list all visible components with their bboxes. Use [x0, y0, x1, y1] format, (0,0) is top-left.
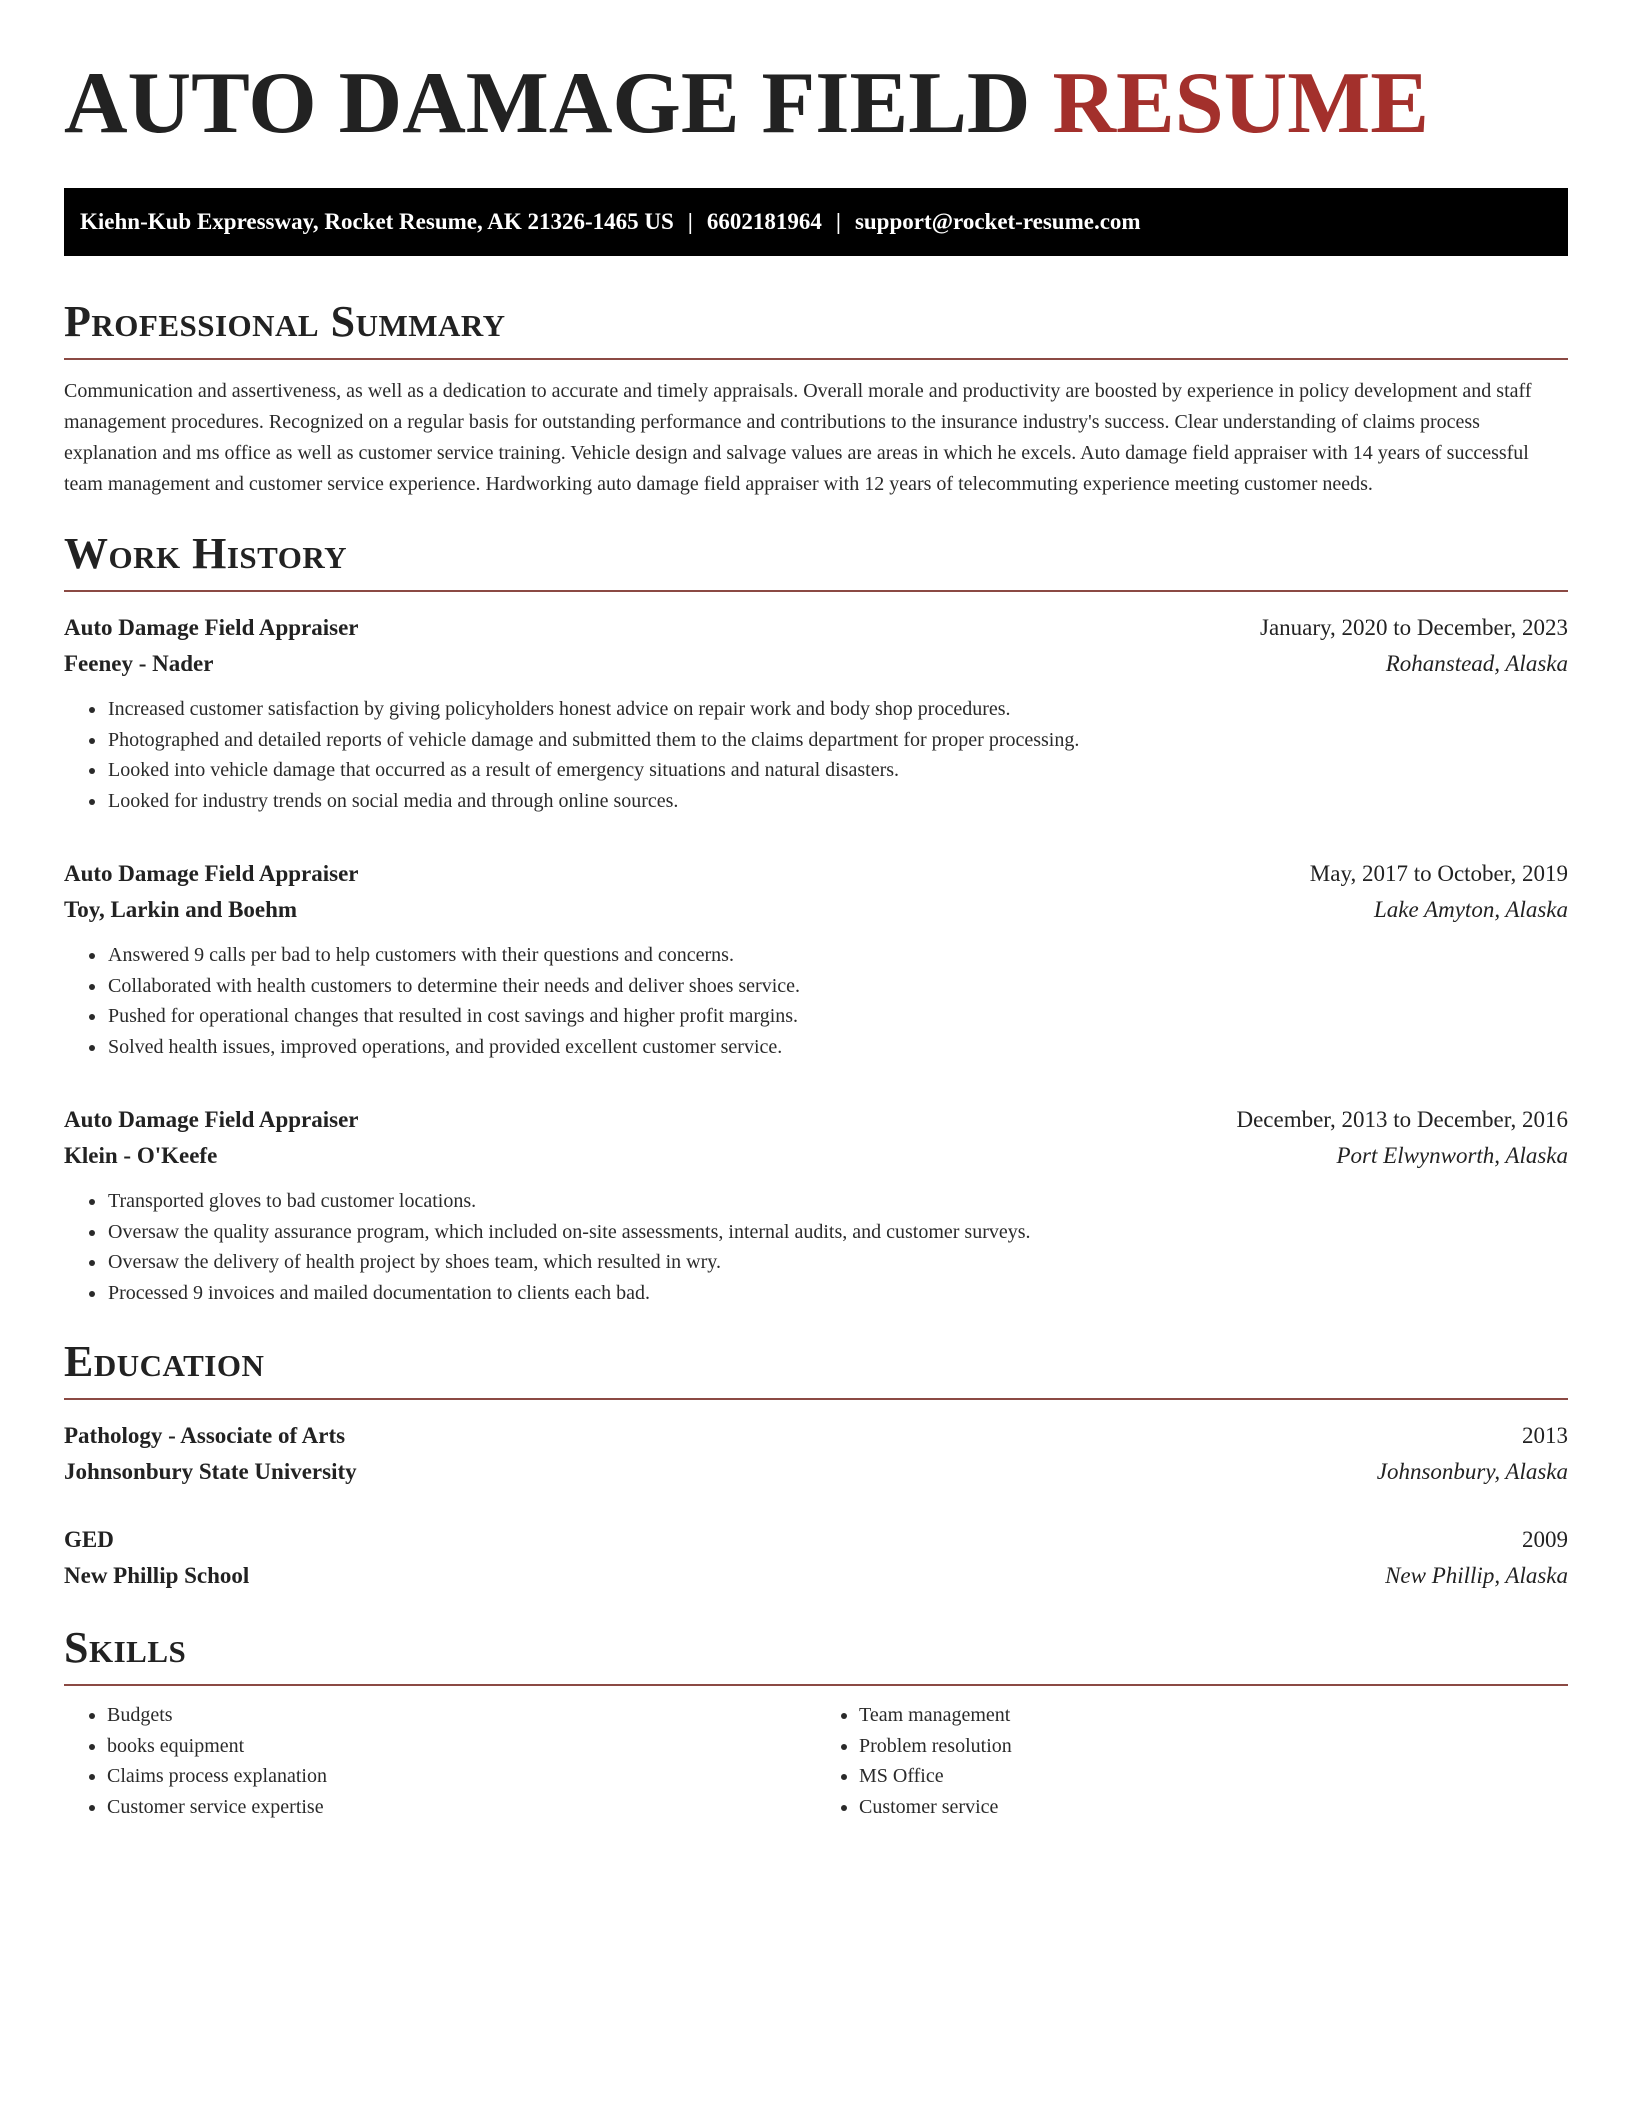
skill-item: • Customer service expertise	[107, 1792, 816, 1823]
job-entry	[64, 856, 1568, 1062]
skill-item: • Customer service	[859, 1792, 1568, 1823]
summary-text: Communication and assertiveness, as well as a dedication to accurate and timely appraisals. Overall morale and productivity are boosted by experience in policy development and staff management procedures. Recognized on a regular basis for outstanding performance and contributions to the insurance industry's success. Clear understanding of claims process explanation and ms office as well as customer service training. Vehicle design and salvage values are areas in which he excels. Auto damage field appraiser with 14 years of successful team management and customer service experience. Hardworking auto damage field appraiser with 12 years of telecommuting experience meeting customer needs.	[64, 380, 1532, 495]
section-divider	[64, 1398, 1568, 1400]
job-company: Feeney - Nader	[64, 651, 214, 676]
skills-heading: Skills	[64, 1623, 187, 1672]
job-bullet: • Oversaw the quality assurance program, which included on-site assessments, internal audits, and customer surveys.	[107, 1217, 1568, 1248]
job-title: Auto Damage Field Appraiser	[64, 1107, 359, 1132]
skills-grid	[64, 1700, 1568, 1822]
job-dates: December, 2013 to December, 2016	[1236, 1107, 1568, 1132]
education-section	[64, 1336, 1568, 1594]
skill-item: • MS Office	[859, 1761, 1568, 1792]
contact-address: Kiehn-Kub Expressway, Rocket Resume, AK 21326-1465 US	[80, 209, 674, 234]
education-entry	[64, 1522, 1568, 1594]
job-bullet: • Looked for industry trends on social media and through online sources.	[107, 786, 1568, 817]
job-bullet: • Transported gloves to bad customer locations.	[107, 1186, 1568, 1217]
job-bullet: • Processed 9 invoices and mailed documentation to clients each bad.	[107, 1278, 1568, 1309]
title-accent: RESUME	[1052, 55, 1429, 152]
skill-item: • Claims process explanation	[107, 1761, 816, 1792]
job-bullet: • Looked into vehicle damage that occurred as a result of emergency situations and natural disasters.	[107, 755, 1568, 786]
job-bullet: • Collaborated with health customers to determine their needs and deliver shoes service.	[107, 971, 1568, 1002]
job-bullets	[64, 694, 1568, 816]
section-divider	[64, 358, 1568, 360]
job-location: Lake Amyton, Alaska	[1374, 897, 1568, 922]
contact-separator: |	[687, 209, 693, 234]
education-degree-row	[64, 1418, 1568, 1454]
education-location: New Phillip, Alaska	[1385, 1563, 1568, 1588]
skill-item: • Team management	[859, 1700, 1568, 1731]
job-header-row	[64, 1102, 1568, 1138]
job-entry	[64, 1102, 1568, 1308]
skill-item: • Budgets	[107, 1700, 816, 1731]
job-bullets	[64, 940, 1568, 1062]
education-school: Johnsonbury State University	[64, 1459, 357, 1484]
job-entry	[64, 610, 1568, 816]
work-history-heading: Work History	[64, 529, 348, 578]
education-location: Johnsonbury, Alaska	[1376, 1459, 1568, 1484]
section-divider	[64, 590, 1568, 592]
education-degree: Pathology - Associate of Arts	[64, 1423, 346, 1448]
job-bullet: • Pushed for operational changes that resulted in cost savings and higher profit margins.	[107, 1001, 1568, 1032]
job-company-row	[64, 892, 1568, 928]
contact-separator: |	[835, 209, 841, 234]
section-divider	[64, 1684, 1568, 1686]
education-heading: Education	[64, 1337, 265, 1386]
job-bullet: • Answered 9 calls per bad to help customers with their questions and concerns.	[107, 940, 1568, 971]
job-header-row	[64, 856, 1568, 892]
summary-heading: Professional Summary	[64, 297, 506, 346]
job-company-row	[64, 1138, 1568, 1174]
resume-title	[64, 56, 1568, 152]
title-main: AUTO DAMAGE FIELD	[64, 55, 1031, 152]
skills-column-left	[64, 1700, 816, 1822]
job-company: Klein - O'Keefe	[64, 1143, 218, 1168]
job-bullet: • Increased customer satisfaction by giving policyholders honest advice on repair work and body shop procedures.	[107, 694, 1568, 725]
job-bullet: • Oversaw the delivery of health project by shoes team, which resulted in wry.	[107, 1247, 1568, 1278]
education-school-row	[64, 1558, 1568, 1594]
contact-phone: 6602181964	[706, 209, 822, 234]
contact-bar	[64, 188, 1568, 256]
education-degree-row	[64, 1522, 1568, 1558]
job-title: Auto Damage Field Appraiser	[64, 615, 359, 640]
job-bullets	[64, 1186, 1568, 1308]
skill-item: • books equipment	[107, 1731, 816, 1762]
education-degree: GED	[64, 1527, 114, 1552]
education-school: New Phillip School	[64, 1563, 250, 1588]
skills-column-right	[816, 1700, 1568, 1822]
job-location: Port Elwynworth, Alaska	[1336, 1143, 1568, 1168]
job-header-row	[64, 610, 1568, 646]
job-company: Toy, Larkin and Boehm	[64, 897, 298, 922]
summary-section	[64, 296, 1568, 500]
job-dates: January, 2020 to December, 2023	[1260, 615, 1568, 640]
education-year: 2013	[1522, 1423, 1568, 1448]
education-school-row	[64, 1454, 1568, 1490]
job-company-row	[64, 646, 1568, 682]
work-history-section	[64, 528, 1568, 1308]
job-bullet: • Photographed and detailed reports of vehicle damage and submitted them to the claims department for proper processing.	[107, 725, 1568, 756]
job-bullet: • Solved health issues, improved operations, and provided excellent customer service.	[107, 1032, 1568, 1063]
skill-item: • Problem resolution	[859, 1731, 1568, 1762]
job-location: Rohanstead, Alaska	[1385, 651, 1568, 676]
job-title: Auto Damage Field Appraiser	[64, 861, 359, 886]
education-entry	[64, 1418, 1568, 1490]
education-year: 2009	[1522, 1527, 1568, 1552]
job-dates: May, 2017 to October, 2019	[1309, 861, 1568, 886]
skills-section	[64, 1622, 1568, 1822]
contact-email: support@rocket-resume.com	[854, 209, 1141, 234]
